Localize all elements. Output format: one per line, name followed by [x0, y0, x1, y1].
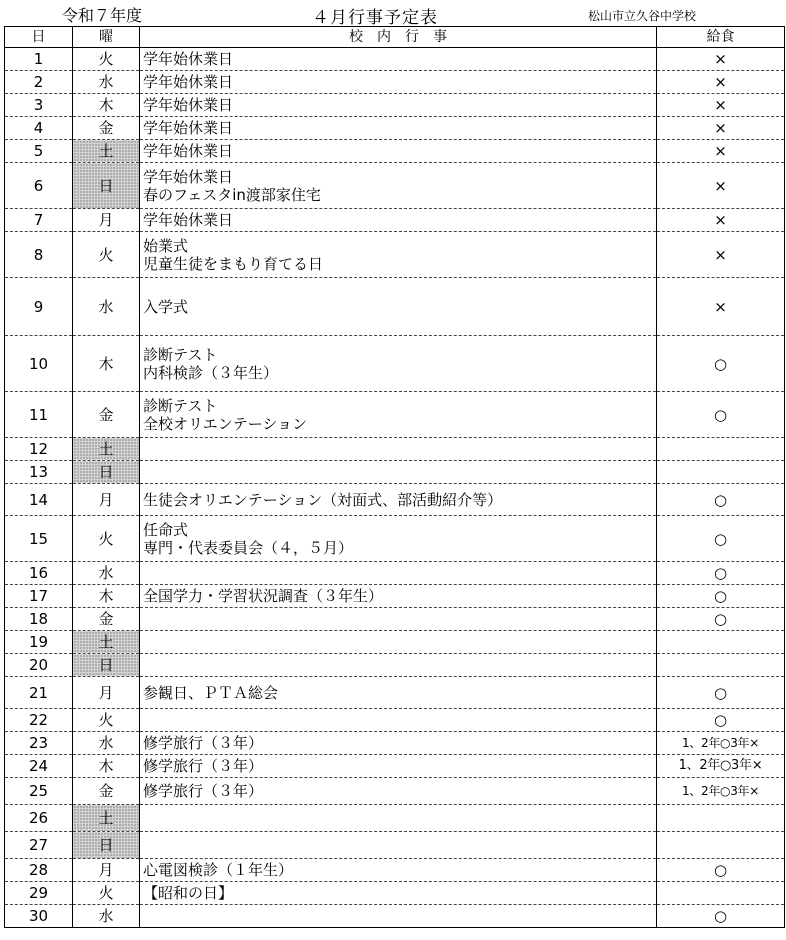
- day-cell: 26: [5, 805, 73, 832]
- weekday-cell: 日: [73, 461, 140, 484]
- table-row: [5, 232, 785, 278]
- day-cell: 23: [5, 732, 73, 755]
- day-cell: 13: [5, 461, 73, 484]
- weekday-cell: 金: [73, 778, 140, 805]
- day-cell: 27: [5, 832, 73, 859]
- events-cell: [140, 755, 657, 778]
- events-cell: [140, 278, 657, 336]
- lunch-cell: ×: [657, 48, 785, 71]
- weekday-cell: 火: [73, 48, 140, 71]
- weekday-cell: 水: [73, 71, 140, 94]
- weekday-cell: 水: [73, 905, 140, 928]
- events-cell: [140, 562, 657, 585]
- page-title: ４月行事予定表: [312, 8, 438, 28]
- events-cell: [140, 209, 657, 232]
- table-row: [5, 392, 785, 438]
- event-line: 学年始休業日: [143, 119, 234, 137]
- weekday-cell: 日: [73, 163, 140, 209]
- lunch-cell: ×: [657, 140, 785, 163]
- lunch-cell: ○: [657, 608, 785, 631]
- events-cell: [140, 94, 657, 117]
- day-cell: 18: [5, 608, 73, 631]
- lunch-cell: ×: [657, 71, 785, 94]
- weekday-cell: 金: [73, 117, 140, 140]
- event-line: 診断テスト: [143, 396, 218, 415]
- table-row: [5, 805, 785, 832]
- events-cell: [140, 48, 657, 71]
- table-row: [5, 631, 785, 654]
- event-line: 生徒会オリエンテーション（対面式、部活動紹介等）: [143, 490, 503, 509]
- table-row: [5, 117, 785, 140]
- weekday-cell: 木: [73, 755, 140, 778]
- table-row: [5, 140, 785, 163]
- events-cell: [140, 71, 657, 94]
- day-cell: 21: [5, 677, 73, 709]
- day-cell: 9: [5, 278, 73, 336]
- event-line: 任命式: [143, 520, 189, 539]
- table-row: [5, 732, 785, 755]
- weekday-cell: 木: [73, 94, 140, 117]
- event-line: 【昭和の日】: [143, 884, 234, 902]
- event-line: 学年始休業日: [143, 167, 234, 186]
- weekday-cell: 水: [73, 278, 140, 336]
- lunch-cell: ×: [657, 209, 785, 232]
- day-cell: 20: [5, 654, 73, 677]
- weekday-cell: 火: [73, 232, 140, 278]
- day-cell: 5: [5, 140, 73, 163]
- weekday-cell: 土: [73, 805, 140, 832]
- day-cell: 24: [5, 755, 73, 778]
- day-column-header: 日: [5, 27, 73, 48]
- lunch-cell: ○: [657, 905, 785, 928]
- lunch-cell: ○: [657, 484, 785, 516]
- events-cell: [140, 778, 657, 805]
- lunch-cell: ○: [657, 859, 785, 882]
- events-cell: [140, 677, 657, 709]
- weekday-cell: 火: [73, 709, 140, 732]
- lunch-cell: 1、2年○3年×: [657, 732, 785, 755]
- event-line: 全校オリエンテーション: [143, 414, 308, 433]
- table-row: [5, 755, 785, 778]
- event-line: 専門・代表委員会（４，５月）: [143, 538, 354, 557]
- lunch-cell: [657, 461, 785, 484]
- day-cell: 17: [5, 585, 73, 608]
- day-cell: 15: [5, 516, 73, 562]
- table-row: [5, 209, 785, 232]
- lunch-cell: ○: [657, 585, 785, 608]
- lunch-cell: ○: [657, 677, 785, 709]
- table-row: [5, 882, 785, 905]
- day-cell: 16: [5, 562, 73, 585]
- event-line: 春のフェスタin渡部家住宅: [143, 185, 321, 204]
- event-line: 学年始休業日: [143, 50, 234, 68]
- event-line: 全国学力・学習状況調査（３年生）: [143, 587, 384, 605]
- table-row: [5, 677, 785, 709]
- table-row: [5, 48, 785, 71]
- weekday-cell: 水: [73, 562, 140, 585]
- table-row: [5, 654, 785, 677]
- lunch-cell: [657, 631, 785, 654]
- table-row: [5, 71, 785, 94]
- weekday-column-header: 曜: [73, 27, 140, 48]
- event-line: 修学旅行（３年）: [143, 757, 264, 775]
- lunch-cell: ×: [657, 94, 785, 117]
- table-row: [5, 905, 785, 928]
- table-row: [5, 94, 785, 117]
- table-row: [5, 562, 785, 585]
- weekday-cell: 月: [73, 209, 140, 232]
- lunch-cell: [657, 832, 785, 859]
- weekday-cell: 金: [73, 392, 140, 438]
- event-line: 学年始休業日: [143, 211, 234, 229]
- lunch-cell: [657, 654, 785, 677]
- lunch-cell: ×: [657, 278, 785, 336]
- event-line: 修学旅行（３年）: [143, 782, 264, 800]
- table-row: [5, 585, 785, 608]
- day-cell: 29: [5, 882, 73, 905]
- event-line: 始業式: [143, 236, 189, 255]
- table-row: [5, 336, 785, 392]
- table-row: [5, 438, 785, 461]
- events-cell: [140, 709, 657, 732]
- event-line: 心電図検診（１年生）: [143, 861, 294, 879]
- events-cell: [140, 654, 657, 677]
- day-cell: 19: [5, 631, 73, 654]
- table-row: [5, 778, 785, 805]
- lunch-cell: [657, 438, 785, 461]
- weekday-cell: 火: [73, 516, 140, 562]
- day-cell: 4: [5, 117, 73, 140]
- day-cell: 1: [5, 48, 73, 71]
- lunch-cell: ×: [657, 117, 785, 140]
- lunch-cell: [657, 882, 785, 905]
- weekday-cell: 土: [73, 438, 140, 461]
- school-name: 松山市立久谷中学校: [588, 9, 697, 23]
- page-header: [0, 0, 786, 26]
- day-cell: 14: [5, 484, 73, 516]
- event-line: 学年始休業日: [143, 96, 234, 114]
- events-cell: [140, 484, 657, 516]
- event-line: 学年始休業日: [143, 73, 234, 91]
- events-cell: [140, 516, 657, 562]
- lunch-cell: ○: [657, 336, 785, 392]
- events-cell: [140, 117, 657, 140]
- table-row: [5, 461, 785, 484]
- weekday-cell: 月: [73, 484, 140, 516]
- weekday-cell: 木: [73, 585, 140, 608]
- events-cell: [140, 438, 657, 461]
- events-cell: [140, 392, 657, 438]
- table-row: [5, 163, 785, 209]
- events-cell: [140, 805, 657, 832]
- table-row: [5, 484, 785, 516]
- events-cell: [140, 336, 657, 392]
- day-cell: 25: [5, 778, 73, 805]
- day-cell: 3: [5, 94, 73, 117]
- weekday-cell: 水: [73, 732, 140, 755]
- table-row: [5, 516, 785, 562]
- events-cell: [140, 163, 657, 209]
- events-cell: [140, 832, 657, 859]
- event-line: 内科検診（３年生）: [143, 363, 279, 382]
- weekday-cell: 金: [73, 608, 140, 631]
- event-line: 診断テスト: [143, 345, 218, 364]
- lunch-cell: ○: [657, 392, 785, 438]
- lunch-cell: ×: [657, 163, 785, 209]
- events-cell: [140, 631, 657, 654]
- events-cell: [140, 732, 657, 755]
- event-line: 参観日、ＰＴＡ総会: [143, 683, 279, 702]
- weekday-cell: 日: [73, 654, 140, 677]
- weekday-cell: 日: [73, 832, 140, 859]
- events-column-header: 校 内 行 事: [140, 27, 657, 48]
- events-cell: [140, 859, 657, 882]
- weekday-cell: 土: [73, 631, 140, 654]
- table-row: [5, 832, 785, 859]
- table-header-row: [5, 27, 785, 48]
- lunch-cell: ×: [657, 232, 785, 278]
- weekday-cell: 火: [73, 882, 140, 905]
- weekday-cell: 月: [73, 859, 140, 882]
- events-cell: [140, 905, 657, 928]
- event-line: 修学旅行（３年）: [143, 734, 264, 752]
- events-cell: [140, 140, 657, 163]
- events-cell: [140, 232, 657, 278]
- lunch-cell: ○: [657, 709, 785, 732]
- lunch-cell: ○: [657, 516, 785, 562]
- day-cell: 6: [5, 163, 73, 209]
- events-cell: [140, 461, 657, 484]
- event-line: 児童生徒をまもり育てる日: [143, 254, 324, 273]
- table-row: [5, 709, 785, 732]
- lunch-cell: 1、2年○3年×: [657, 778, 785, 805]
- day-cell: 22: [5, 709, 73, 732]
- schedule-table: [4, 26, 785, 928]
- weekday-cell: 土: [73, 140, 140, 163]
- event-line: 入学式: [143, 297, 189, 316]
- day-cell: 7: [5, 209, 73, 232]
- table-row: [5, 608, 785, 631]
- lunch-cell: [657, 805, 785, 832]
- day-cell: 2: [5, 71, 73, 94]
- day-cell: 28: [5, 859, 73, 882]
- events-cell: [140, 882, 657, 905]
- day-cell: 8: [5, 232, 73, 278]
- lunch-column-header: 給食: [657, 27, 785, 48]
- day-cell: 11: [5, 392, 73, 438]
- day-cell: 30: [5, 905, 73, 928]
- lunch-cell: ○: [657, 562, 785, 585]
- table-row: [5, 278, 785, 336]
- fiscal-year-label: 令和７年度: [62, 6, 143, 25]
- event-line: 学年始休業日: [143, 142, 234, 160]
- day-cell: 12: [5, 438, 73, 461]
- weekday-cell: 月: [73, 677, 140, 709]
- events-cell: [140, 608, 657, 631]
- events-cell: [140, 585, 657, 608]
- day-cell: 10: [5, 336, 73, 392]
- lunch-cell: 1、2年○3年×: [657, 755, 785, 778]
- weekday-cell: 木: [73, 336, 140, 392]
- table-row: [5, 859, 785, 882]
